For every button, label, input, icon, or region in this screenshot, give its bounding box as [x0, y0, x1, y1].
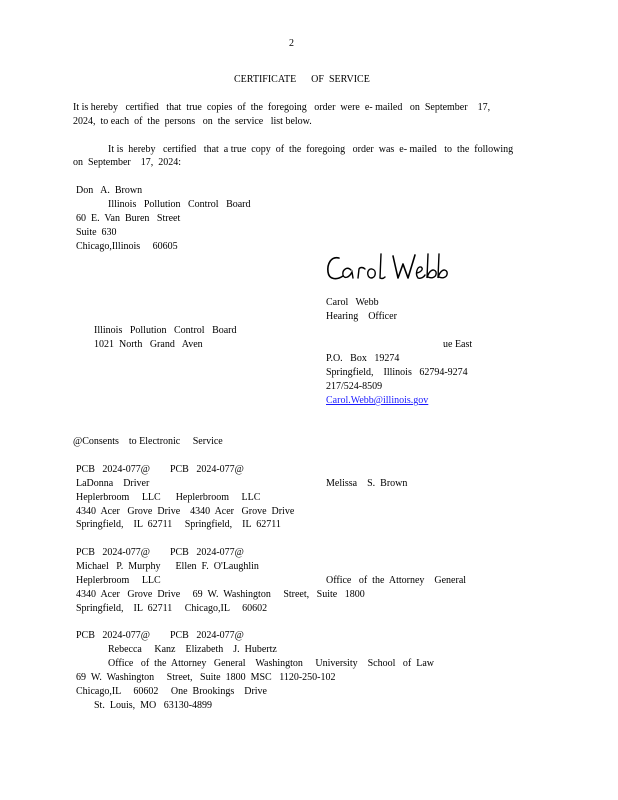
service-list-line: Rebecca Kanz Elizabeth J. Hubertz: [108, 644, 277, 655]
consents-heading: @Consents to Electronic Service: [73, 436, 223, 447]
service-list-line: St. Louis, MO 63130-4899: [94, 700, 213, 711]
recipient1-name: Don A. Brown: [76, 185, 143, 196]
para2-line1: It is hereby certified that a true copy of the foregoing order was e- mailed to the following: [108, 144, 514, 155]
recipient2-street: 1021 North Grand Aven: [94, 339, 203, 350]
recipient2-org: Illinois Pollution Control Board: [94, 325, 237, 336]
signer-address-fragment: ue East: [443, 339, 473, 350]
recipient1-street: 60 E. Van Buren Street: [76, 213, 181, 224]
handwritten-signature: [325, 250, 455, 286]
para2-line2: on September 17, 2024:: [73, 157, 182, 168]
service-list-line: 4340 Acer Grove Drive 69 W. Washington Street, Suite 1800: [76, 589, 365, 600]
document-title: CERTIFICATE OF SERVICE: [234, 74, 370, 85]
service-list-line: 69 W. Washington Street, Suite 1800 MSC 1120-250-102: [76, 672, 336, 683]
service-list-line: Melissa S. Brown: [326, 478, 408, 489]
service-list-line: Springfield, IL 62711 Springfield, IL 62711: [76, 519, 281, 530]
service-list-line: 4340 Acer Grove Drive 4340 Acer Grove Drive: [76, 506, 295, 517]
signer-city: Springfield, Illinois 62794-9274: [326, 367, 468, 378]
page-number: 2: [289, 38, 294, 49]
service-list-line: PCB 2024-077@ PCB 2024-077@: [76, 547, 244, 558]
service-list-line: LaDonna Driver: [76, 478, 150, 489]
service-list-line: Springfield, IL 62711 Chicago,IL 60602: [76, 603, 268, 614]
para1-line2: 2024, to each of the persons on the service list below.: [73, 116, 312, 127]
service-list-line: Heplerbroom LLC: [76, 575, 161, 586]
service-list-line: PCB 2024-077@ PCB 2024-077@: [76, 464, 244, 475]
para1-line1: It is hereby certified that true copies of the foregoing order were e- mailed on September 17,: [73, 102, 491, 113]
signer-title: Hearing Officer: [326, 311, 397, 322]
signer-po-box: P.O. Box 19274: [326, 353, 400, 364]
signer-email-link[interactable]: Carol.Webb@illinois.gov: [326, 395, 429, 406]
service-list-line: Michael P. Murphy Ellen F. O'Laughlin: [76, 561, 259, 572]
recipient1-city: Chicago,Illinois 60605: [76, 241, 178, 252]
signer-phone: 217/524-8509: [326, 381, 383, 392]
recipient1-suite: Suite 630: [76, 227, 117, 238]
service-list-line: PCB 2024-077@ PCB 2024-077@: [76, 630, 244, 641]
signer-name: Carol Webb: [326, 297, 379, 308]
recipient1-org: Illinois Pollution Control Board: [108, 199, 251, 210]
service-list-line: Heplerbroom LLC Heplerbroom LLC: [76, 492, 261, 503]
service-list-line: Office of the Attorney General: [326, 575, 467, 586]
service-list-line: Office of the Attorney General Washington University School of Law: [108, 658, 434, 669]
service-list-line: Chicago,IL 60602 One Brookings Drive: [76, 686, 267, 697]
